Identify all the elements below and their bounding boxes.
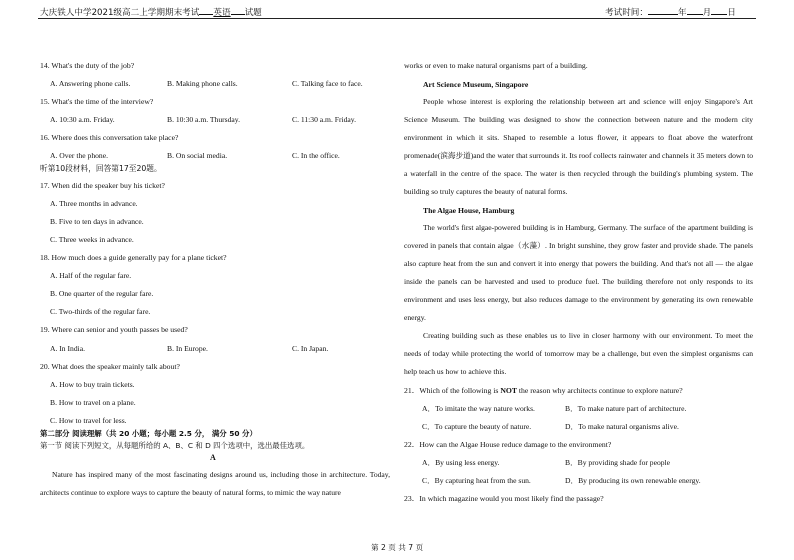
q15-option-b: B. 10:30 a.m. Thursday.	[167, 115, 240, 124]
section-algae-house-body: The world's first algae-powered building is in Hamburg, Germany. The surface of the apartment building is covered in panels that contain algae（水藻）. In bright sunshine, they grow faster and provide shade. The panels also capture heat from the sun and convert it into energy that powers the building. And that's not all — the algae inside the panels can be harvested and used to produce fuel. The building therefore not only responds to its environment and uses less energy, but also reduces damage to the environment by generating its own renewable energy.	[404, 223, 753, 323]
year-label: 年	[677, 8, 687, 18]
q22-option-a: A．By using less energy.	[422, 458, 500, 467]
q14-stem: 14. What's the duty of the job?	[40, 61, 135, 70]
q20-option-c: C. How to travel for less.	[50, 416, 127, 425]
q19-stem: 19. Where can senior and youth passes be used?	[40, 325, 188, 334]
q17-option-b: B. Five to ten days in advance.	[50, 217, 144, 226]
section-algae-house-title: The Algae House, Hamburg	[423, 206, 515, 215]
q21-stem	[404, 386, 683, 396]
subject-name: 英语	[213, 8, 231, 18]
intro-continuation: works or even to make natural organisms part of a building.	[404, 61, 588, 70]
q15-stem: 15. What's the time of the interview?	[40, 97, 154, 106]
passage-a-intro: Nature has inspired many of the most fascinating designs around us, including those in architecture. Today, architects continue to explore ways to capture the beauty of natural forms, to mimic the way nature	[40, 470, 390, 498]
q15-option-c: C. 11:30 a.m. Friday.	[292, 115, 356, 124]
q14-option-a: A. Answering phone calls.	[50, 79, 131, 88]
q20-stem: 20. What does the speaker mainly talk about?	[40, 362, 180, 371]
q21-option-c: C．To capture the beauty of nature.	[422, 422, 532, 431]
q19-option-b: B. In Europe.	[167, 344, 208, 353]
q18-option-c: C. Two-thirds of the regular fare.	[50, 307, 151, 316]
q21-stem-post: the reason why architects continue to explore nature?	[516, 386, 683, 395]
part2-instruction: 第一节 阅读下列短文，从每题所给的 A、B、C 和 D 四个选项中，选出最佳选项。	[40, 441, 310, 450]
q20-option-b: B. How to travel on a plane.	[50, 398, 136, 407]
q20-option-a: A. How to buy train tickets.	[50, 380, 135, 389]
q21-option-a: A．To imitate the way nature works.	[422, 404, 535, 413]
part2-title: 第二部分 阅读理解（共 20 小题；每小题 2.5 分， 满分 50 分）	[40, 429, 257, 438]
exam-time	[605, 5, 736, 18]
school-name: 大庆铁人中学2021级高二上学期期末考试	[40, 8, 200, 18]
q21-option-d: D．To make natural organisms alive.	[565, 422, 679, 431]
q15-option-a: A. 10:30 a.m. Friday.	[50, 115, 115, 124]
day-label: 日	[727, 8, 736, 18]
section-art-science-body: People whose interest is exploring the relationship between art and science will enjoy Singapore's Art Science Museum. The building was designed to show the connection between nature and the modern city environment in which it sits. Shaped to resemble a lotus flower, it appears to float above the waterfront promenade(滨海步道)and the water that surrounds it. Its roof collects rainwater and channels it 35 meters down to a waterfall in the centre of the space. The water is then recycled through the building's plumbing system. The building so truly captures the beauty of natural forms.	[404, 97, 753, 197]
q14-option-b: B. Making phone calls.	[167, 79, 238, 88]
exam-title	[40, 5, 262, 18]
month-label: 月	[702, 8, 712, 18]
exam-time-label: 考试时间：	[605, 8, 648, 18]
q22-stem: 22．How can the Algae House reduce damage to the environment?	[404, 440, 612, 449]
passage-conclusion: Creating building such as these enables us to live in closer harmony with our environment. To meet the needs of today while protecting the world of tomorrow may be a challenge, but even the simplest organisms can help teach us how to achieve this.	[404, 331, 753, 377]
header-rule	[38, 18, 756, 19]
q22-option-d: D．By producing its own renewable energy.	[565, 476, 701, 485]
q21-stem-pre: Which of the following is	[419, 386, 501, 395]
section-10-instruction: 听第10段材料，回答第17至20题。	[40, 164, 162, 173]
q19-option-a: A. In India.	[50, 344, 86, 353]
q14-option-c: C. Talking face to face.	[292, 79, 363, 88]
q18-option-b: B. One quarter of the regular fare.	[50, 289, 154, 298]
passage-a-label: A	[210, 453, 216, 462]
q22-option-b: B．By providing shade for people	[565, 458, 671, 467]
q19-option-c: C. In Japan.	[292, 344, 329, 353]
q17-option-a: A. Three months in advance.	[50, 199, 138, 208]
q17-option-c: C. Three weeks in advance.	[50, 235, 134, 244]
q21-stem-emphasis: NOT	[500, 386, 517, 395]
q21-number: 21．	[404, 386, 420, 395]
q18-stem: 18. How much does a guide generally pay for a plane ticket?	[40, 253, 227, 262]
q16-stem: 16. Where does this conversation take place?	[40, 133, 179, 142]
q16-option-a: A. Over the phone.	[50, 151, 108, 160]
q22-option-c: C．By capturing heat from the sun.	[422, 476, 531, 485]
page-number-footer: 第 2 页 共 7 页	[370, 543, 424, 552]
page-header	[0, 0, 794, 20]
q16-option-b: B. On social media.	[167, 151, 228, 160]
q17-stem: 17. When did the speaker buy his ticket?	[40, 181, 165, 190]
section-art-science-title: Art Science Museum, Singapore	[423, 80, 529, 89]
q18-option-a: A. Half of the regular fare.	[50, 271, 132, 280]
title-suffix: 试题	[244, 8, 262, 18]
q23-stem: 23．In which magazine would you most likely find the passage?	[404, 494, 604, 503]
q21-option-b: B．To make nature part of architecture.	[565, 404, 687, 413]
q16-option-c: C. In the office.	[292, 151, 340, 160]
